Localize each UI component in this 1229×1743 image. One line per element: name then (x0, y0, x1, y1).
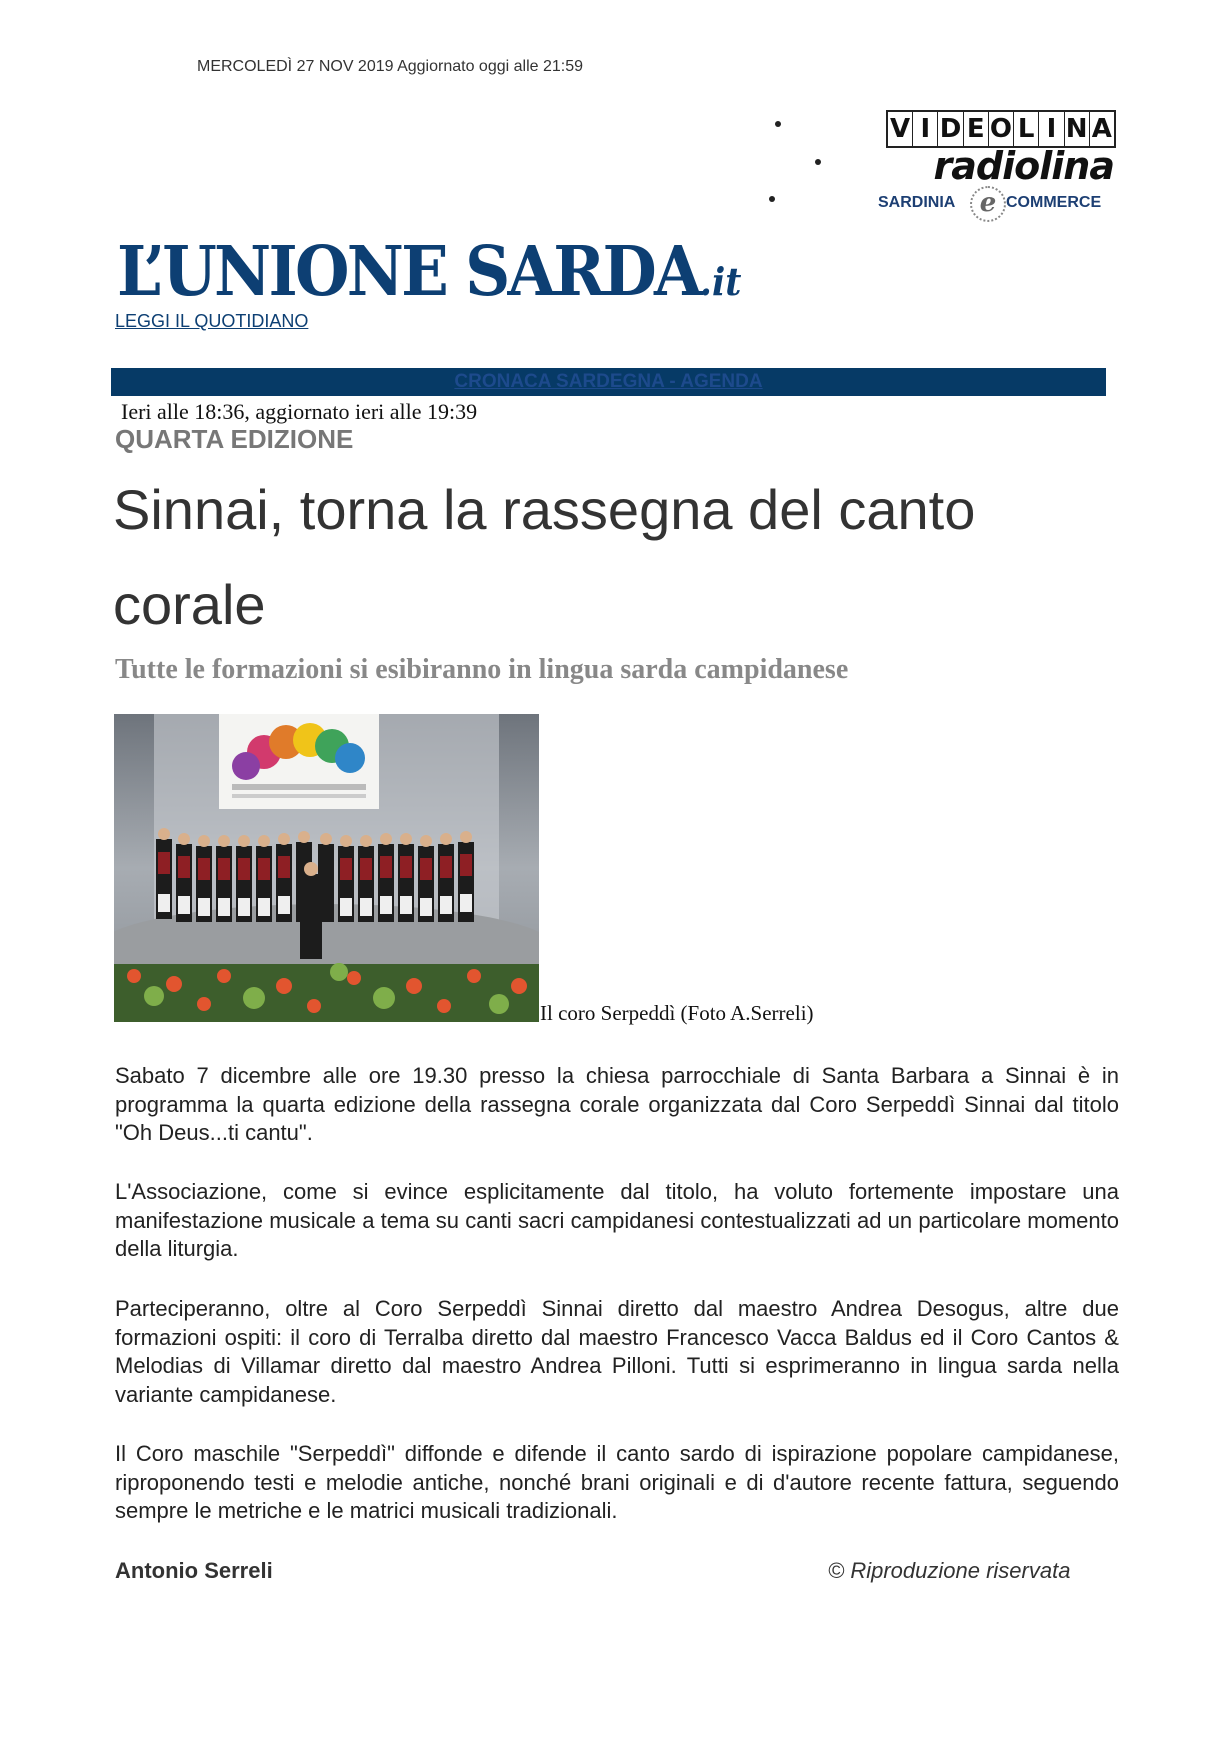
radiolina-wordmark: radiolina (933, 144, 1114, 188)
e-circle-icon: e (970, 186, 1006, 222)
decor-dot-icon (815, 159, 821, 165)
videolina-letter: O (989, 112, 1014, 146)
videolina-radiolina-logo[interactable] (878, 108, 1118, 220)
photo-caption: Il coro Serpeddì (Foto A.Serreli) (540, 1001, 814, 1025)
article-subtitle: Tutte le formazioni si esibiranno in lingua sarda campidanese (115, 654, 849, 685)
masthead-suffix: .it (699, 259, 742, 304)
article-timestamp: Ieri alle 18:36, aggiornato ieri alle 19:39 (121, 399, 478, 424)
videolina-letter: A (1091, 114, 1112, 144)
section-link[interactable]: CRONACA SARDEGNA - AGENDA (454, 371, 763, 392)
leggi-quotidiano-link[interactable]: LEGGI IL QUOTIDIANO (115, 311, 309, 331)
decor-dot-icon (775, 121, 781, 127)
videolina-letter: V (888, 112, 913, 146)
section-bar (111, 368, 1106, 396)
sardinia-text: SARDINIA (878, 194, 956, 211)
article-paragraph: Sabato 7 dicembre alle ore 19.30 presso la chiesa parrocchiale di Santa Barbara a Sinnai è in programma la quarta edizione della rassegna corale organizzata dal Coro Serpeddì Sinnai dal titolo "Oh Deus...ti cantu". (115, 1063, 1119, 1145)
article-paragraph: Parteciperanno, oltre al Coro Serpeddì Sinnai diretto dal maestro Andrea Desogus, altre due formazioni ospiti: il coro di Terralba diretto dal maestro Francesco Vacca Baldus ed il Coro Cantos & Melodias di Villamar diretto dal maestro Andrea Pilloni. Tutti si esprimeranno in lingua sarda nella variante campidanese. (115, 1296, 1119, 1407)
article-paragraph: L'Associazione, come si evince esplicitamente dal titolo, ha voluto fortemente impostare una manifestazione musicale a tema su canti sacri campidanesi contestualizzati ad un particolare momento della liturgia. (115, 1179, 1119, 1261)
article-kicker: QUARTA EDIZIONE (115, 424, 354, 454)
videolina-letter: I (1039, 112, 1064, 146)
article-photo (114, 714, 539, 1022)
videolina-letter: D (938, 112, 963, 146)
videolina-letter: L (1014, 112, 1039, 146)
videolina-wordmark (886, 110, 1116, 148)
videolina-letter: I (913, 112, 938, 146)
videolina-letter: N (1065, 112, 1090, 146)
article-title: Sinnai, torna la rassegna del canto corale (113, 478, 976, 636)
article-paragraph: Il Coro maschile "Serpeddì" diffonde e difende il canto sardo di ispirazione popolare campidanese, riproponendo testi e melodie antiche, nonché brani originali e di d'autore recente fattura, seguendo sempre le metriche e le matrici musicali tradizionali. (115, 1441, 1119, 1523)
masthead-name: L’UNIONE SARDA (117, 232, 700, 312)
choir-photo-illustration (114, 714, 539, 1022)
dateline: MERCOLEDÌ 27 NOV 2019 Aggiornato oggi alle 21:59 (197, 58, 584, 75)
masthead-logo[interactable] (117, 232, 742, 312)
videolina-letter: E (964, 112, 989, 146)
copyright-notice: © Riproduzione riservata (828, 1558, 1071, 1583)
commerce-text: COMMERCE (1006, 194, 1102, 211)
decor-dot-icon (769, 196, 775, 202)
article-author: Antonio Serreli (115, 1558, 273, 1583)
